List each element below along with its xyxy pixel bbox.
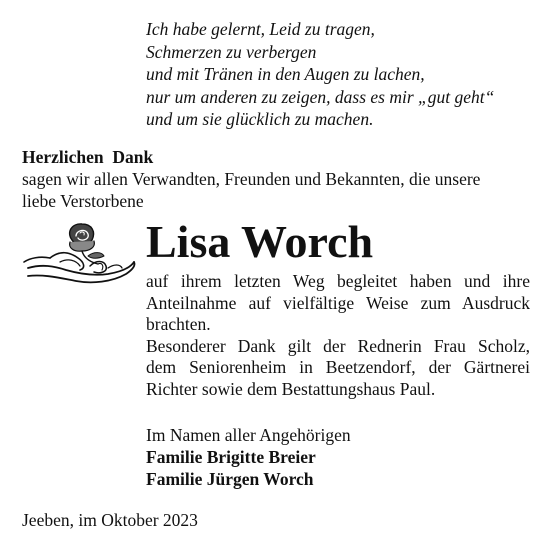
poem-line: und um sie glücklich zu machen. <box>146 109 374 129</box>
intro-line: liebe Verstorbene <box>22 190 144 211</box>
poem-line: nur um anderen zu zeigen, dass es mir „gut geht“ <box>146 86 495 107</box>
body-line: Anteilnahme auf vielfältige Weise zum Ausdruck <box>146 292 530 313</box>
body-line: Richter sowie dem Bestattungshaus Paul. <box>146 378 436 399</box>
thanks-intro <box>22 169 534 212</box>
poem-line: und mit Tränen in den Augen zu lachen, <box>146 64 425 84</box>
poem-line: Ich habe gelernt, Leid zu tragen, <box>146 19 375 39</box>
rose-in-hands-icon <box>20 218 138 288</box>
signoff <box>146 424 351 490</box>
body-line: dem Seniorenheim in Beetzendorf, der Gärtnerei <box>146 357 530 377</box>
poem-line: Schmerzen zu verbergen <box>146 41 317 62</box>
body-line: brachten. <box>146 314 211 334</box>
on-behalf-line: Im Namen aller Angehörigen <box>146 425 351 445</box>
thanks-body <box>146 271 530 400</box>
body-line: auf ihrem letzten Weg begleitet haben und ihre <box>146 271 530 291</box>
body-line: Besonderer Dank gilt der Rednerin Frau Scholz, <box>146 335 530 356</box>
thanks-heading: Herzlichen Dank <box>22 147 154 167</box>
family-name: Familie Brigitte Breier <box>146 447 316 467</box>
family-name: Familie Jürgen Worch <box>146 469 314 489</box>
poem <box>146 18 546 131</box>
intro-line: sagen wir allen Verwandten, Freunden und Bekannten, die unsere <box>22 169 481 189</box>
place-date: Jeeben, im Oktober 2023 <box>22 510 198 530</box>
deceased-name: Lisa Worch <box>146 216 374 267</box>
